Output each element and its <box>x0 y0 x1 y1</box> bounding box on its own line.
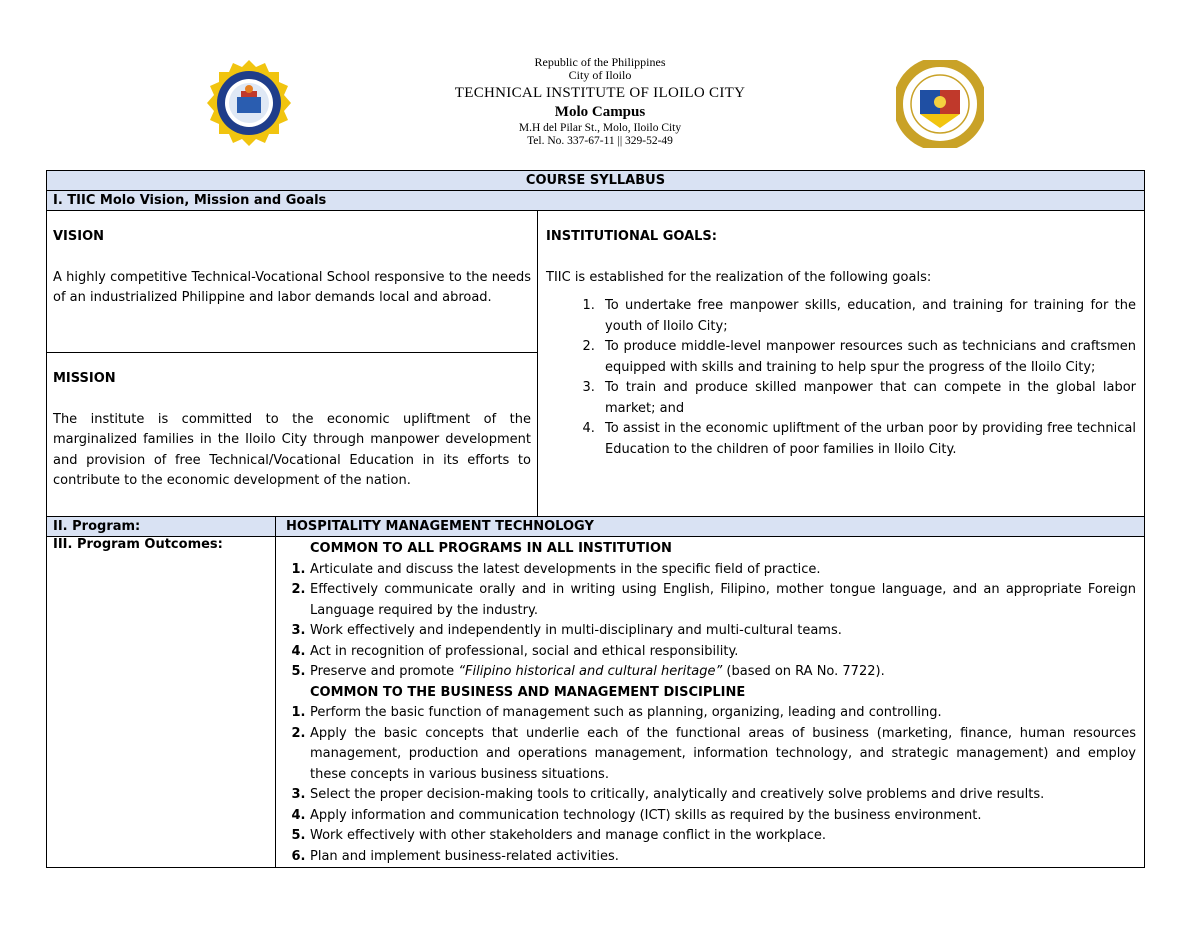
business-outcomes-list <box>280 703 1136 867</box>
program-value: HOSPITALITY MANAGEMENT TECHNOLOGY <box>286 519 594 534</box>
vision-mission-goals-block <box>47 211 1144 517</box>
goals-list <box>546 296 1136 460</box>
mission-heading: MISSION <box>53 371 116 386</box>
outcomes-label: III. Program Outcomes: <box>47 537 276 867</box>
heritage-quote: “Filipino historical and cultural heritage” <box>458 664 723 679</box>
list-item: 1. To undertake free manpower skills, education, and training for training for the youth of Iloilo City; <box>599 296 1136 337</box>
republic-line: Republic of the Philippines <box>534 55 666 69</box>
list-item: 2. To produce middle-level manpower resources such as technicians and craftsmen equipped with skills and training to help spur the progress of the Iloilo City; <box>599 337 1136 378</box>
vision-heading: VISION <box>53 229 105 244</box>
goals-intro: TIIC is established for the realization of the following goals: <box>546 269 932 285</box>
mission-cell <box>47 353 537 516</box>
outcome-text: Preserve and promote <box>310 664 459 679</box>
list-item: 4. To assist in the economic upliftment of the urban poor by providing free technical Education to the children of poor families in Iloilo City. <box>599 419 1136 460</box>
business-discipline-heading: COMMON TO THE BUSINESS AND MANAGEMENT DISCIPLINE <box>310 684 746 700</box>
list-item: 4. Apply information and communication technology (ICT) skills as required by the business environment. <box>310 806 1136 827</box>
institutional-goals-cell <box>538 211 1144 516</box>
common-outcomes-list <box>280 560 1136 683</box>
list-item: 1. Articulate and discuss the latest developments in the specific field of practice. <box>310 560 1136 581</box>
mission-text: The institute is committed to the economic upliftment of the marginalized families in the Iloilo City through manpower development and provision of free Technical/Vocational Education in its efforts to contribute to the economic development of the nation. <box>53 411 531 488</box>
campus-name: Molo Campus <box>554 104 646 120</box>
list-item: 5. Work effectively with other stakeholders and manage conflict in the workplace. <box>310 826 1136 847</box>
common-programs-heading: COMMON TO ALL PROGRAMS IN ALL INSTITUTION <box>310 541 672 556</box>
list-item: 4. Act in recognition of professional, social and ethical responsibility. <box>310 642 1136 663</box>
address-line: M.H del Pilar St., Molo, Iloilo City <box>518 122 682 134</box>
goals-heading: INSTITUTIONAL GOALS: <box>546 229 717 244</box>
letterhead <box>0 56 1200 148</box>
city-line: City of Iloilo <box>568 68 632 82</box>
course-syllabus-table <box>46 170 1145 868</box>
list-item <box>310 662 1136 683</box>
list-item: 3. Select the proper decision-making tools to critically, analytically and creatively solve problems and drive results. <box>310 785 1136 806</box>
telephone-line: Tel. No. 337-67-11 || 329-52-49 <box>527 135 673 147</box>
list-item: 6. Plan and implement business-related activities. <box>310 847 1136 868</box>
list-item: 2. Effectively communicate orally and in writing using English, Filipino, mother tongue language, and an appropriate Foreign Language required by the industry. <box>310 580 1136 621</box>
vision-text: A highly competitive Technical-Vocational School responsive to the needs of an industrialized Philippine and labor demands local and abroad. <box>53 269 531 305</box>
section-vision-mission-goals: I. TIIC Molo Vision, Mission and Goals <box>47 191 1144 211</box>
outcomes-cell <box>276 537 1144 867</box>
institute-title: TECHNICAL INSTITUTE OF ILOILO CITY <box>454 85 746 101</box>
vision-cell <box>47 211 537 353</box>
program-row <box>47 517 1144 537</box>
list-item: 3. To train and produce skilled manpower that can compete in the global labor market; and <box>599 378 1136 419</box>
list-item: 1. Perform the basic function of management such as planning, organizing, leading and controlling. <box>310 703 1136 724</box>
list-item: 2. Apply the basic concepts that underlie each of the functional areas of business (marketing, finance, human resources management, production and operations management, information technology, and strategic management) and employ these concepts in various business situations. <box>310 724 1136 786</box>
program-label: II. Program: <box>47 517 276 536</box>
list-item: 3. Work effectively and independently in multi-disciplinary and multi-cultural teams. <box>310 621 1136 642</box>
program-outcomes-row <box>47 537 1144 867</box>
syllabus-title: COURSE SYLLABUS <box>47 171 1144 191</box>
outcome-text: (based on RA No. 7722). <box>722 664 885 679</box>
